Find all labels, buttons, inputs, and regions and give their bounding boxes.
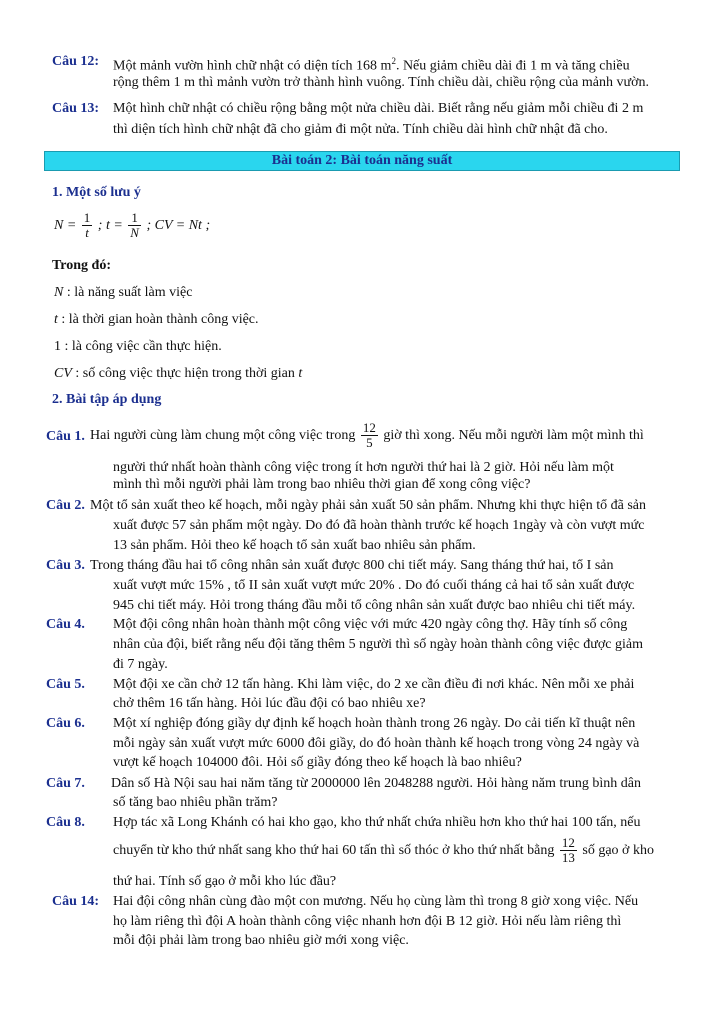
question-text: nhân của đội, biết rằng nếu đội tăng thêm 5 người thì số ngày hoàn thành công việc được giảm xyxy=(113,637,643,652)
question-label: Câu 2. xyxy=(46,498,85,513)
question-label: Câu 1. xyxy=(46,429,85,444)
question-text: 945 chi tiết máy. Hỏi trong tháng đầu mỗi tổ công nhân sản xuất được bao nhiêu chi tiết máy. xyxy=(113,598,636,613)
question-text: rộng thêm 1 m thì mảnh vườn trở thành hình vuông. Tính chiều dài, chiều rộng của mảnh vườn. xyxy=(113,75,649,90)
question-label: Câu 4. xyxy=(46,617,85,632)
question-text: họ làm riêng thì đội A hoàn thành công việc nhanh hơn đội B 12 giờ. Hỏi nếu làm riêng thì xyxy=(113,914,622,929)
question-text: mỗi đội phải làm trong bao nhiêu giờ mới xong việc. xyxy=(113,933,409,948)
question-text: Hợp tác xã Long Khánh có hai kho gạo, kho thứ nhất chứa nhiều hơn kho thứ hai 100 tấn, nếu xyxy=(113,815,641,830)
question-text: vượt kế hoạch 104000 đôi. Hỏi số giầy đóng theo kế hoạch là bao nhiêu? xyxy=(113,755,522,770)
question-text: chuyển từ kho thứ nhất sang kho thứ hai 60 tấn thì số thóc ở kho thứ nhất bằng $\frac{12}{13}$ số gạo ở kho xyxy=(113,835,654,866)
definition: CV : số công việc thực hiện trong thời gian t xyxy=(54,366,303,381)
question-text: mỗi ngày sản xuất vượt mức 6000 đôi giầy, do đó hoàn thành kế hoạch trong vòng 24 ngày và xyxy=(113,736,640,751)
question-label: Câu 6. xyxy=(46,716,85,731)
question-text: số tăng bao nhiêu phần trăm? xyxy=(113,795,278,810)
question-text: 13 sản phẩm. Hỏi theo kế hoạch tổ sản xuất bao nhiêu sản phẩm. xyxy=(113,538,476,553)
question-text: Một đội công nhân hoàn thành một công việc với mức 420 ngày công thợ. Hãy tính số công xyxy=(113,617,628,632)
question-text: thứ hai. Tính số gạo ở mỗi kho lúc đầu? xyxy=(113,874,337,889)
section-banner: Bài toán 2: Bài toán năng suất xyxy=(44,151,680,171)
question-label: Câu 12: xyxy=(52,54,100,69)
definition: 1 : là công việc cần thực hiện. xyxy=(54,339,222,354)
question-text: Hai người cùng làm chung một công việc trong $\frac{12}{5}$ giờ thì xong. Nếu mỗi người làm một mình thì xyxy=(90,420,644,451)
question-text: Một xí nghiệp đóng giầy dự định kế hoạch hoàn thành trong 26 ngày. Do cải tiến kĩ thuật nên xyxy=(113,716,636,731)
question-label: Câu 8. xyxy=(46,815,85,830)
question-label: Câu 14: xyxy=(52,894,100,909)
question-text: thì diện tích hình chữ nhật đã cho giảm đi một nửa. Tính chiều dài hình chữ nhật đã cho. xyxy=(113,122,608,137)
question-label: Câu 5. xyxy=(46,677,85,692)
definition: N : là năng suất làm việc xyxy=(54,285,193,300)
question-text: Một tổ sản xuất theo kế hoạch, mỗi ngày phải sản xuất 50 sản phẩm. Nhưng khi thực hiện tổ đã sản xyxy=(90,498,647,513)
question-text: Một đội xe cần chở 12 tấn hàng. Khi làm việc, do 2 xe cần điều đi nơi khác. Nên mỗi xe phải xyxy=(113,677,635,692)
question-text: chở thêm 16 tấn hàng. Hỏi lúc đầu đội có bao nhiêu xe? xyxy=(113,696,426,711)
section-heading: 2. Bài tập áp dụng xyxy=(52,392,162,407)
question-label: Câu 7. xyxy=(46,776,85,791)
formula: N = $\frac{1}{t}$ ; t = $\frac{1}{N}$ ; CV = Nt ; xyxy=(54,210,211,241)
question-text: người thứ nhất hoàn thành công việc trong ít hơn người thứ hai là 2 giờ. Hỏi nếu làm một xyxy=(113,460,614,475)
question-text: mình thì mỗi người phải làm trong bao nhiêu thời gian để xong công việc? xyxy=(113,477,531,492)
question-label: Câu 13: xyxy=(52,101,100,116)
question-text: xuất vượt mức 15% , tổ II sản xuất vượt mức 20% . Do đó cuối tháng cả hai tổ sản xuất được xyxy=(113,578,635,593)
question-text: xuất được 57 sản phẩm một ngày. Do đó đã hoàn thành trước kế hoạch 1ngày và còn vượt mức xyxy=(113,518,645,533)
question-label: Câu 3. xyxy=(46,558,85,573)
question-text: đi 7 ngày. xyxy=(113,657,168,672)
question-text: Hai đội công nhân cùng đào một con mương. Nếu họ cùng làm thì trong 8 giờ xong việc. Nếu xyxy=(113,894,639,909)
question-text: Một hình chữ nhật có chiều rộng bằng một nửa chiều dài. Biết rằng nếu giảm mỗi chiều đi 2 m xyxy=(113,101,644,116)
question-text: Dân số Hà Nội sau hai năm tăng từ 2000000 lên 2048288 người. Hỏi hàng năm trung bình dân xyxy=(111,776,642,791)
definition: t : là thời gian hoàn thành công việc. xyxy=(54,312,259,327)
question-text: Trong tháng đầu hai tổ công nhân sản xuất được 800 chi tiết máy. Sang tháng thứ hai, tổ I sản xyxy=(90,558,614,573)
section-heading: 1. Một số lưu ý xyxy=(52,185,141,200)
subheading: Trong đó: xyxy=(52,258,111,273)
question-text: Một mảnh vườn hình chữ nhật có diện tích 168 $m^2$. Nếu giảm chiều dài đi 1 m và tăng chiều xyxy=(113,56,630,74)
